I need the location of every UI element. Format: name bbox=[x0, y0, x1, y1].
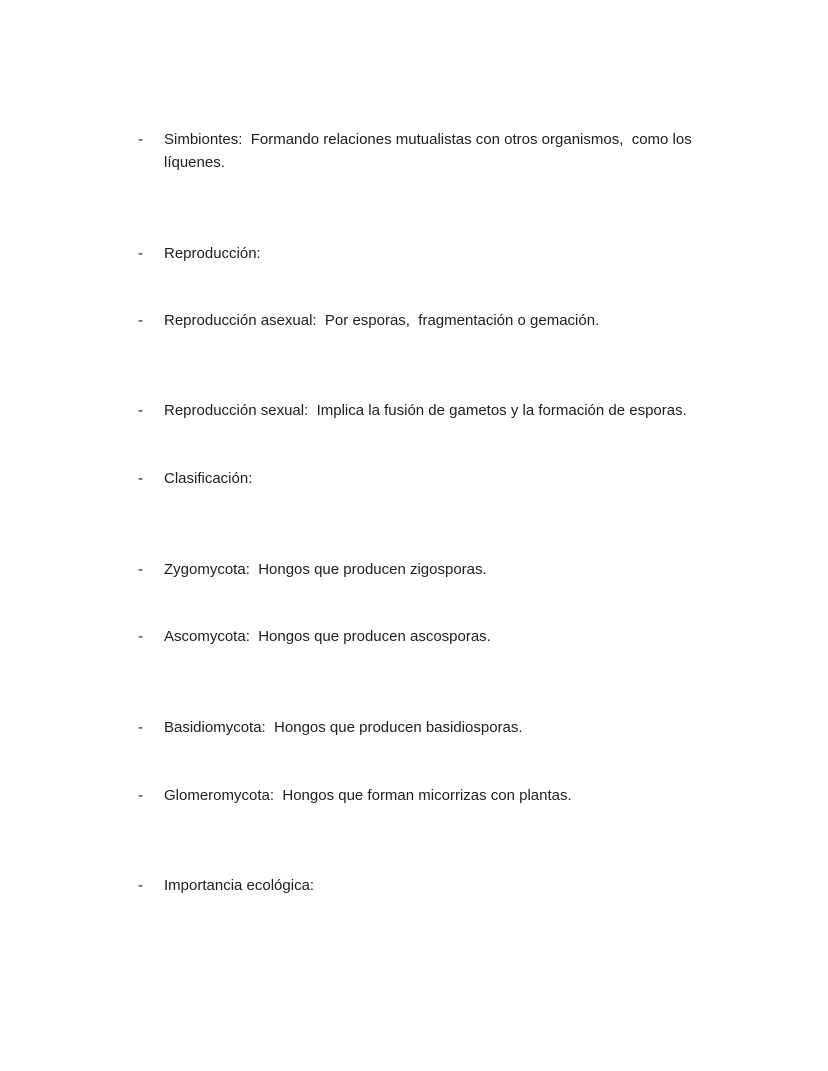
item-text: Zygomycota: Hongos que producen zigosporas. bbox=[164, 561, 487, 578]
list-item-importancia-ecologica bbox=[138, 874, 709, 897]
list-item-clasificacion bbox=[138, 467, 709, 490]
item-text: Ascomycota: Hongos que producen ascosporas. bbox=[164, 628, 491, 645]
bullet-dash: - bbox=[138, 131, 143, 148]
list-item-glomeromycota bbox=[138, 784, 709, 807]
item-text: Glomeromycota: Hongos que forman micorrizas con plantas. bbox=[164, 787, 572, 804]
item-text: Reproducción asexual: Por esporas, fragmentación o gemación. bbox=[164, 312, 600, 329]
list-item-reproduccion-sexual bbox=[138, 399, 764, 422]
bullet-dash: - bbox=[138, 628, 143, 645]
bullet-dash: - bbox=[138, 787, 143, 804]
item-text: Basidiomycota: Hongos que producen basidiosporas. bbox=[164, 719, 523, 736]
list-item-ascomycota bbox=[138, 625, 709, 648]
item-text: Importancia ecológica: bbox=[164, 877, 315, 894]
list-item-zygomycota bbox=[138, 558, 709, 581]
bullet-dash: - bbox=[138, 312, 143, 329]
bullet-dash: - bbox=[138, 402, 143, 419]
item-text: Reproducción: bbox=[164, 245, 261, 262]
item-text: Simbiontes: Formando relaciones mutualistas con otros organismos, como los líquenes. bbox=[164, 131, 696, 171]
bullet-dash: - bbox=[138, 719, 143, 736]
bullet-dash: - bbox=[138, 877, 143, 894]
list-item-simbiontes bbox=[138, 128, 709, 174]
bullet-dash: - bbox=[138, 470, 143, 487]
item-text: Clasificación: bbox=[164, 470, 253, 487]
list-item-reproduccion-asexual bbox=[138, 309, 709, 332]
list-item-basidiomycota bbox=[138, 716, 709, 739]
bullet-dash: - bbox=[138, 561, 143, 578]
item-text: Reproducción sexual: Implica la fusión de gametos y la formación de esporas. bbox=[164, 402, 687, 419]
list-item-reproduccion bbox=[138, 242, 709, 265]
bullet-dash: - bbox=[138, 245, 143, 262]
